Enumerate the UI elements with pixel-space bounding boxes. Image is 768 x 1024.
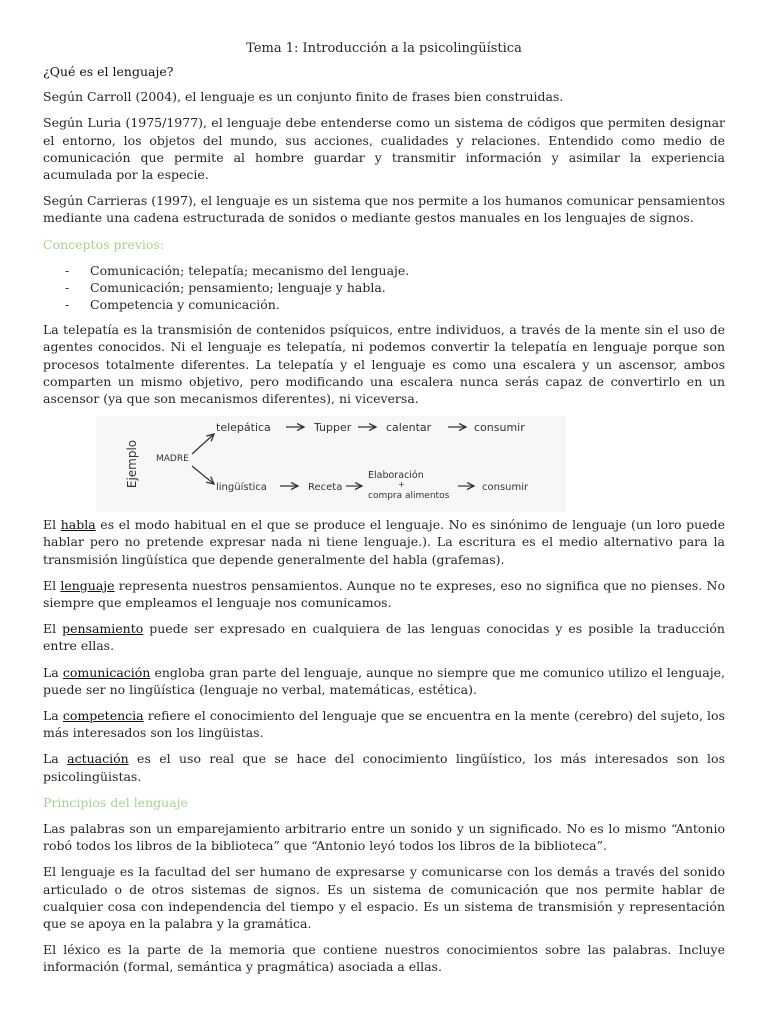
heading-conceptos-previos: Conceptos previos: (43, 236, 165, 252)
def-pensamiento: El pensamiento puede ser expresado en cualquiera de las lenguas conocidas y es posible la traducción entre ellas. (43, 621, 725, 654)
diagram-bottom-5: consumir (482, 482, 529, 494)
diagram-bottom-3: Elaboración (368, 470, 424, 482)
def-habla: El habla es el modo habitual en el que se produce el lenguaje. No es sinónimo de lenguaje (un loro puede hablar pero no pretende expresar nada ni tiene lenguaje.). La escritura es el medio alternativo para la transmisión lingüística que depende generalmente del habla (grafemas). (43, 517, 725, 567)
def-competencia: La competencia refiere el conocimiento del lenguaje que se encuentra en la mente (cerebro) del sujeto, los más interesados son los lingüistas. (43, 708, 725, 741)
term-comunicacion: comunicación (62, 664, 151, 680)
section-question: ¿Qué es el lenguaje? (43, 64, 174, 79)
diagram-top-3: calentar (386, 421, 432, 435)
document-title: Tema 1: Introducción a la psicolingüística (246, 41, 522, 56)
def-lenguaje: El lenguaje representa nuestros pensamientos. Aunque no te expreses, eso no significa que no pienses. No siempre que empleamos el lenguaje nos comunicamos. (43, 577, 725, 611)
diagram-side-label: Ejemplo (125, 440, 139, 489)
example-diagram (96, 416, 566, 512)
intro-luria: Según Luria (1975/1977), el lenguaje debe entenderse como un sistema de códigos que permiten designar el entorno, los objetos del mundo, sus acciones, cualidades y relaciones. Entendido como medio de comunicación que permite al hombre guardar y transmitir información y asimilar la experiencia acumulada por la especie. (43, 115, 725, 183)
diagram-bottom-plus: + (398, 480, 405, 490)
list-item: - Comunicación; telepatía; mecanismo del lenguaje. (65, 262, 725, 279)
principle-paragraph: El léxico es la parte de la memoria que contiene nuestros conocimientos sobre las palabras. Incluye información (formal, semántica y pragmática) asociada a ellas. (43, 942, 725, 975)
diagram-top-2: Tupper (314, 421, 352, 435)
concepts-list (43, 262, 725, 314)
term-actuacion: actuación (67, 751, 129, 767)
diagram-bottom-2: Receta (308, 482, 343, 494)
def-actuacion: La actuación es el uso real que se hace del conocimiento lingüístico, los más interesados son los psicolingüistas. (43, 751, 725, 784)
term-competencia: competencia (62, 708, 144, 724)
def-comunicacion: La comunicación engloba gran parte del lenguaje, aunque no siempre que me comunico utilizo el lenguaje, puede ser no lingüística (lenguaje no verbal, matemáticas, estética). (43, 664, 725, 697)
term-habla: habla (60, 517, 96, 533)
intro-carroll: Según Carroll (2004), el lenguaje es un conjunto finito de frases bien construidas. (43, 89, 564, 105)
diagram-bottom-1: lingüística (216, 482, 267, 494)
list-item: - Competencia y comunicación. (65, 296, 725, 313)
heading-principios: Principios del lenguaje (43, 794, 188, 810)
term-lenguaje: lenguaje (60, 577, 115, 593)
diagram-top-1: telepática (216, 421, 271, 435)
diagram-root: MADRE (156, 454, 189, 465)
term-pensamiento: pensamiento (62, 621, 144, 637)
diagram-top-4: consumir (474, 421, 525, 435)
diagram-bottom-4: compra alimentos (368, 491, 450, 502)
principle-paragraph: Las palabras son un emparejamiento arbitrario entre un sonido y un significado. No es lo mismo “Antonio robó todos los libros de la biblioteca” que “Antonio leyó todos los libros de la biblioteca”. (43, 820, 725, 854)
intro-carrieras: Según Carrieras (1997), el lenguaje es un sistema que nos permite a los humanos comunicar pensamientos mediante una cadena estructurada de sonidos o mediante gestos manuales en los lenguajes de signos. (43, 193, 725, 226)
list-item: - Comunicación; pensamiento; lenguaje y habla. (65, 279, 725, 296)
principle-paragraph: El lenguaje es la facultad del ser humano de expresarse y comunicarse con los demás a través del sonido articulado o de otros sistemas de signos. Es un sistema de comunicación que nos permite hablar de cualquier cosa con independencia del tiempo y el espacio. Es un sistema de transmisión y representación que se apoya en la palabra y la gramática. (43, 864, 725, 931)
telepathy-paragraph: La telepatía es la transmisión de contenidos psíquicos, entre individuos, a través de la mente sin el uso de agentes conocidos. Ni el lenguaje es telepatía, ni podemos convertir la telepatía en lenguaje porque son procesos totalmente diferentes. La telepatía y el lenguaje es como una escalera y un ascensor, ambos comparten un mismo objetivo, pero modificando una escalera nunca serás capaz de convertirlo en un ascensor (ya que son mecanismos diferentes), ni viceversa. (43, 322, 725, 407)
